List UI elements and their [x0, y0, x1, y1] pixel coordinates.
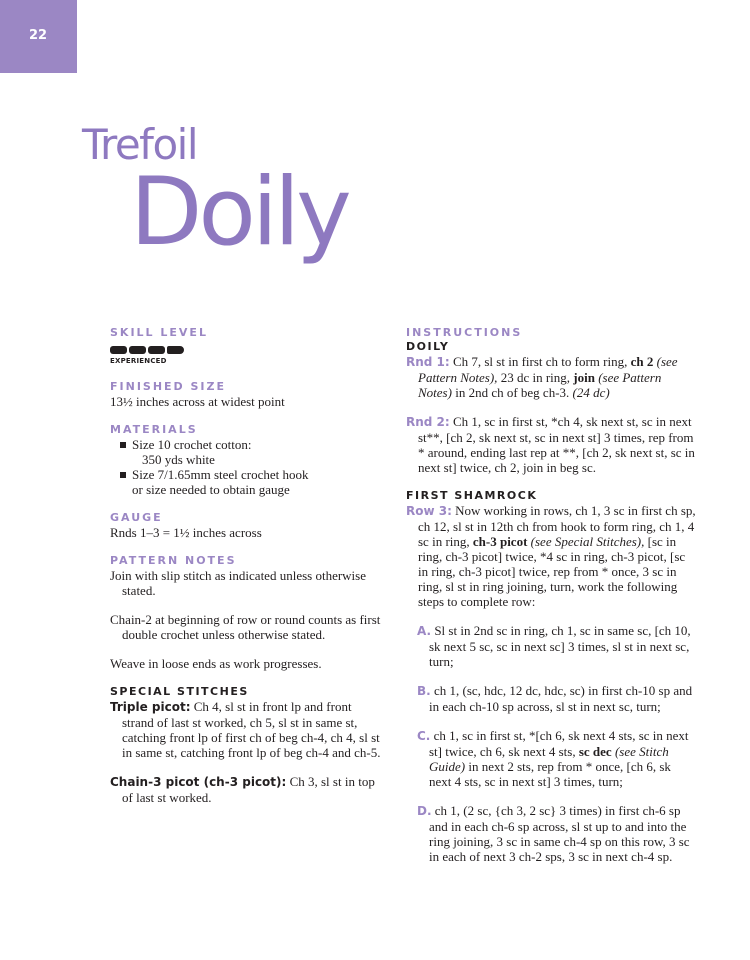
- row-3-text: [sc in ring, ch-3 picot] twice, *4 sc in ring, ch-3 picot, [sc in ring, ch-3 picot] twice, rep from * once, 3 sc in ring, sl st in ring joining, turn, work the following steps to complete row:: [418, 534, 686, 609]
- first-shamrock-heading: FIRST SHAMROCK: [406, 489, 538, 502]
- step-c-label: C.: [417, 729, 431, 743]
- pattern-note: Chain-2 at beginning of row or round counts as first double crochet unless otherwise stated.: [110, 612, 381, 642]
- skill-level-meter: [110, 346, 382, 354]
- pattern-note: Join with slip stitch as indicated unless otherwise stated.: [110, 568, 366, 598]
- row-3-text: Now working in rows, ch 1, 3 sc in first ch sp, ch 12, sl st in 12th ch from hook to form ring, ch 1, 4 sc in ring,: [418, 503, 696, 549]
- round-1-text: Ch 7, sl st in first ch to form ring,: [449, 354, 631, 369]
- step-d-label: D.: [417, 804, 432, 818]
- materials-item-detail: or size needed to obtain gauge: [132, 482, 290, 497]
- left-column: [110, 326, 382, 805]
- chain3-picot-definition: [110, 774, 382, 805]
- skill-segment: [167, 346, 184, 354]
- step-c-italic: (see Stitch Guide): [429, 744, 669, 774]
- gauge-text: Rnds 1–3 = 1½ inches across: [110, 525, 262, 540]
- title-line-1: Trefoil: [82, 120, 197, 169]
- round-1-bold: ch 2: [630, 354, 654, 369]
- step-d: [406, 803, 696, 864]
- step-a-text: Sl st in 2nd sc in ring, ch 1, sc in same sc, [ch 10, sk next 5 sc, sc in next sc] 3 times, sl st in next sc, turn;: [429, 623, 691, 669]
- gauge-heading: GAUGE: [110, 511, 163, 524]
- skill-level-label: EXPERIENCED: [110, 357, 167, 365]
- title-line-2: Doily: [130, 158, 348, 267]
- right-column: [406, 326, 696, 864]
- materials-list: [110, 437, 382, 497]
- step-a: [406, 623, 696, 669]
- round-2-text: Ch 1, sc in first st, *ch 4, sk next st, sc in next st**, [ch 2, sk next st, sc in next st] 3 times, rep from * around, ending last rep at **, [ch 2, sk next st, sc in next st] twice, ch 2, join in beg sc.: [418, 414, 695, 475]
- skill-segment: [129, 346, 146, 354]
- skill-level-heading: SKILL LEVEL: [110, 326, 208, 339]
- materials-item-detail: 350 yds white: [142, 452, 215, 467]
- round-2: [406, 414, 696, 475]
- step-b-label: B.: [417, 684, 431, 698]
- round-1-italic: (see Pattern Notes): [418, 370, 662, 400]
- pattern-note: Weave in loose ends as work progresses.: [110, 656, 322, 671]
- round-1: [406, 354, 696, 400]
- round-1-stitch-count: (24 dc): [572, 385, 610, 400]
- finished-size-heading: FINISHED SIZE: [110, 380, 227, 393]
- chain3-picot-text: Ch 3, sl st in top of last st worked.: [122, 774, 375, 805]
- page-number: 22: [29, 28, 48, 43]
- step-c-text: ch 1, sc in first st, *[ch 6, sk next 4 sts, sc in next st] twice, ch 6, sk next 4 sts,: [429, 728, 689, 759]
- special-stitches-heading: SPECIAL STITCHES: [110, 685, 249, 698]
- pattern-notes-heading: PATTERN NOTES: [110, 554, 237, 567]
- round-1-italic: (see Pattern Notes),: [418, 354, 678, 385]
- round-1-text: in 2nd ch of beg ch-3.: [451, 385, 573, 400]
- instructions-heading: INSTRUCTIONS: [406, 326, 523, 339]
- step-b: [406, 683, 696, 714]
- materials-item-text: Size 10 crochet cotton:: [132, 437, 252, 452]
- round-1-label: Rnd 1:: [406, 355, 450, 369]
- skill-segment: [148, 346, 165, 354]
- round-1-text: 23 dc in ring,: [497, 370, 574, 385]
- row-3-italic: (see Special Stitches),: [527, 534, 645, 549]
- row-3-label: Row 3:: [406, 504, 452, 518]
- row-3-bold: ch-3 picot: [472, 534, 528, 549]
- materials-item-text: Size 7/1.65mm steel crochet hook: [132, 467, 309, 482]
- materials-item: [120, 437, 382, 467]
- round-2-label: Rnd 2:: [406, 415, 450, 429]
- doily-heading: DOILY: [406, 340, 450, 353]
- step-c-bold: sc dec: [578, 744, 612, 759]
- step-c: [406, 728, 696, 789]
- step-c-text: in next 2 sts, rep from * once, [ch 6, sk next 4 sts, sc in next st] 3 times, turn;: [429, 759, 671, 789]
- step-b-text: ch 1, (sc, hdc, 12 dc, hdc, sc) in first ch-10 sp and in each ch-10 sp across, sl st in next sc, turn;: [429, 683, 693, 714]
- triple-picot-label: Triple picot:: [110, 700, 191, 714]
- triple-picot-definition: [110, 699, 382, 760]
- finished-size-text: 13½ inches across at widest point: [110, 394, 285, 409]
- row-3: [406, 503, 696, 609]
- materials-item: [120, 467, 382, 497]
- skill-segment: [110, 346, 127, 354]
- step-a-label: A.: [417, 624, 432, 638]
- round-1-bold: join: [573, 370, 595, 385]
- triple-picot-text: Ch 4, sl st in front lp and front strand of last st worked, ch 5, sl st in same st, catching front lp of first ch of beg ch-4, ch 4, sl st in same st, catching front lp of beg ch-4 and ch-5.: [122, 699, 381, 760]
- materials-heading: MATERIALS: [110, 423, 198, 436]
- chain3-picot-label: Chain-3 picot (ch-3 picot):: [110, 775, 287, 789]
- step-d-text: ch 1, (2 sc, {ch 3, 2 sc} 3 times) in first ch-6 sp and in each ch-6 sp across, sl st up to and into the ring joining, 3 sc in same ch-4 sp on this row, 3 sc in each of next 3 ch-2 sps, 3 sc in next ch-4 sp.: [429, 803, 690, 864]
